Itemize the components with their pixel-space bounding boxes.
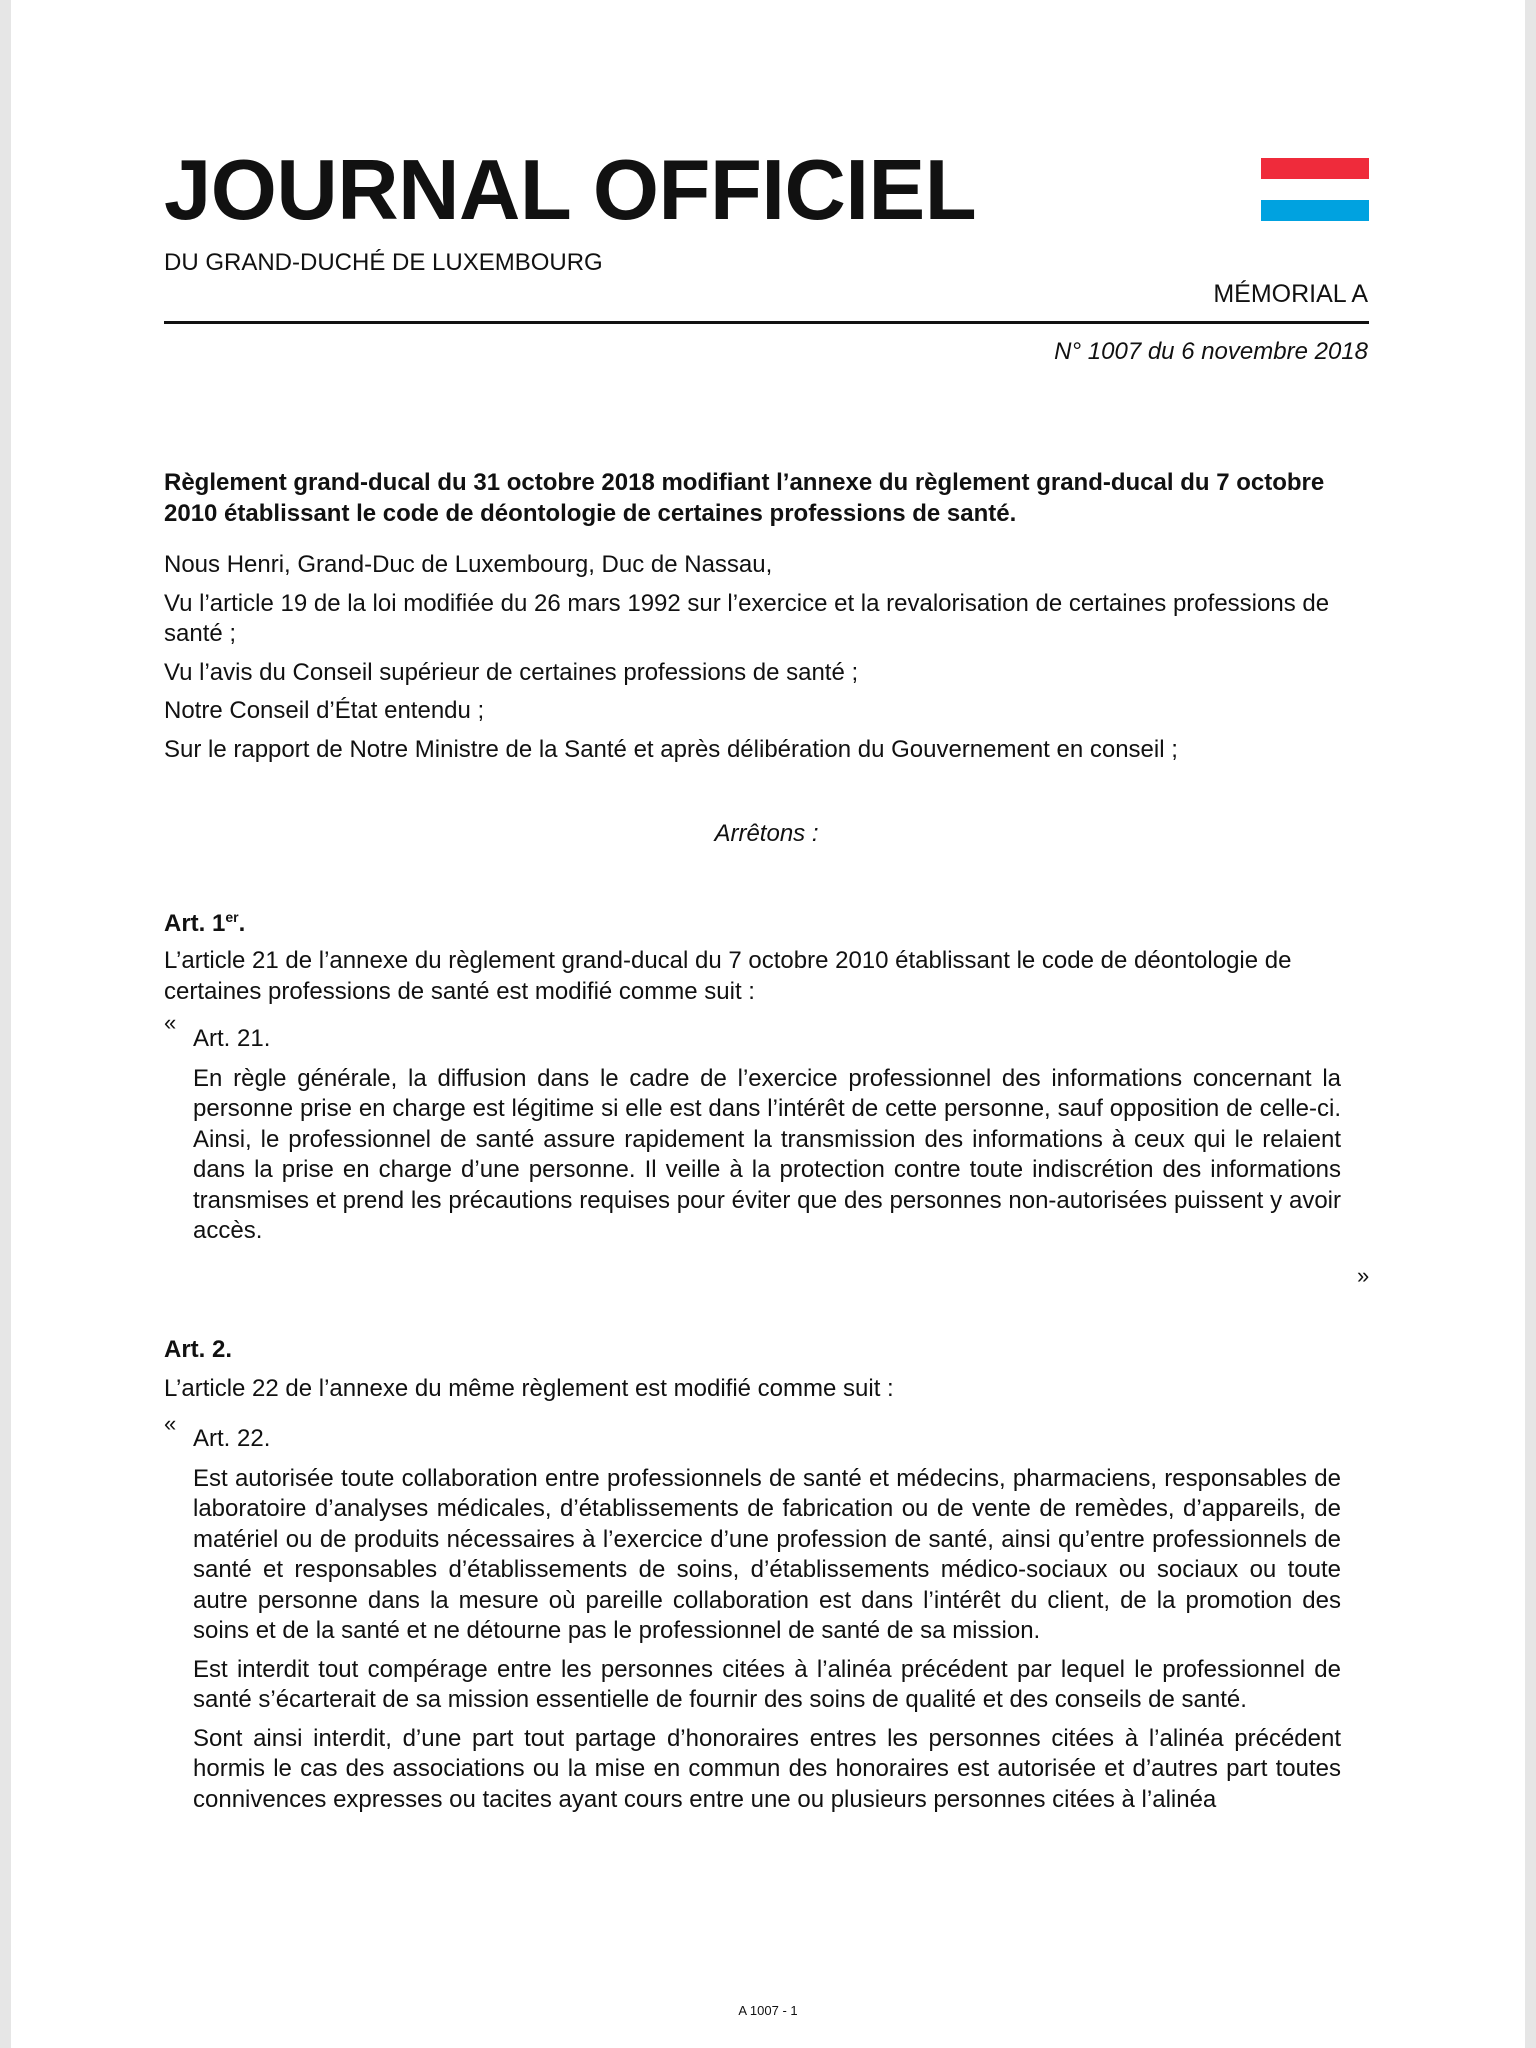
preamble-line: Sur le rapport de Notre Ministre de la Santé et après délibération du Gouvernement en conseil ; <box>164 735 1178 763</box>
close-quote-mark: » <box>1357 1263 1370 1288</box>
journal-subtitle: DU GRAND-DUCHÉ DE LUXEMBOURG <box>164 249 603 276</box>
quoted-article-heading: Art. 22. <box>193 1425 271 1452</box>
quoted-article-heading: Art. 21. <box>193 1025 271 1052</box>
article-1-intro: L’article 21 de l’annexe du règlement grand-ducal du 7 octobre 2010 établissant le code de déontologie de certaines professions de santé est modifié comme suit : <box>164 947 1292 1005</box>
quoted-paragraph: Est interdit tout compérage entre les personnes citées à l’alinéa précédent par lequel le professionnel de santé s’écarterait de sa mission essentielle de fournir des soins de qualité et des conseils de santé. <box>193 1655 1341 1713</box>
article-2-intro: L’article 22 de l’annexe du même règlement est modifié comme suit : <box>164 1375 894 1402</box>
open-quote-mark: « <box>164 1010 177 1035</box>
header-rule <box>164 321 1369 324</box>
enacting-formula: Arrêtons : <box>714 820 819 847</box>
quoted-paragraph: Sont ainsi interdit, d’une part tout partage d’honoraires entres les personnes citées à l’alinéa précédent hormis le cas des associations ou la mise en commun des honoraires est autorisée et d’autres part toutes connivences expresses ou tacites ayant cours entre une ou plusieurs personnes citées à l’alinéa <box>193 1724 1341 1813</box>
preamble <box>164 550 1369 773</box>
flag-red-stripe <box>1261 158 1369 179</box>
article-2-heading: Art. 2. <box>164 1336 233 1363</box>
series-label: MÉMORIAL A <box>1213 280 1368 308</box>
journal-title: JOURNAL OFFICIEL <box>164 143 977 238</box>
quoted-article-21 <box>193 1024 1341 1255</box>
flag-blue-stripe <box>1261 200 1369 221</box>
document-page <box>11 0 1525 2048</box>
article-1-heading: Art. 1er. <box>164 909 246 937</box>
quoted-article-22 <box>193 1424 1341 1823</box>
issue-number: N° 1007 du 6 novembre 2018 <box>1054 338 1368 365</box>
preamble-line: Notre Conseil d’État entendu ; <box>164 697 485 724</box>
preamble-line: Nous Henri, Grand-Duc de Luxembourg, Duc de Nassau, <box>164 551 773 578</box>
page-footer: A 1007 - 1 <box>738 2003 798 2018</box>
preamble-line: Vu l’article 19 de la loi modifiée du 26 mars 1992 sur l’exercice et la revalorisation de certaines professions de santé ; <box>164 589 1330 647</box>
quoted-paragraph: Est autorisée toute collaboration entre professionnels de santé et médecins, pharmaciens, responsables de laboratoire d’analyses médicales, d’établissements de fabrication ou de vente de remèdes, d’appareils, de matériel ou de produits nécessaires à l’exercice d’une profession de santé, ainsi qu’entre professionnels de santé et responsables d’établissements de soins, d’établissements médico-sociaux ou sociaux ou toute autre personne dans la mesure où pareille collaboration est dans l’intérêt du client, de la promotion des soins et de la santé et ne détourne pas le professionnel de santé de sa mission. <box>193 1464 1341 1644</box>
document-title: Règlement grand-ducal du 31 octobre 2018 modifiant l’annexe du règlement grand-ducal du 7 octobre 2010 établissant le code de déontologie de certaines professions de santé. <box>164 469 1325 527</box>
preamble-line: Vu l’avis du Conseil supérieur de certaines professions de santé ; <box>164 658 859 686</box>
open-quote-mark: « <box>164 1411 177 1436</box>
quoted-paragraph: En règle générale, la diffusion dans le cadre de l’exercice professionnel des informations concernant la personne prise en charge est légitime si elle est dans l’intérêt de cette personne, sauf opposition de celle-ci. Ainsi, le professionnel de santé assure rapidement la transmission des informations à ceux qui le relaient dans la prise en charge d’une personne. Il veille à la protection contre toute indiscrétion des informations transmises et prend les précautions requises pour éviter que des personnes non-autorisées puissent y avoir accès. <box>193 1064 1341 1244</box>
